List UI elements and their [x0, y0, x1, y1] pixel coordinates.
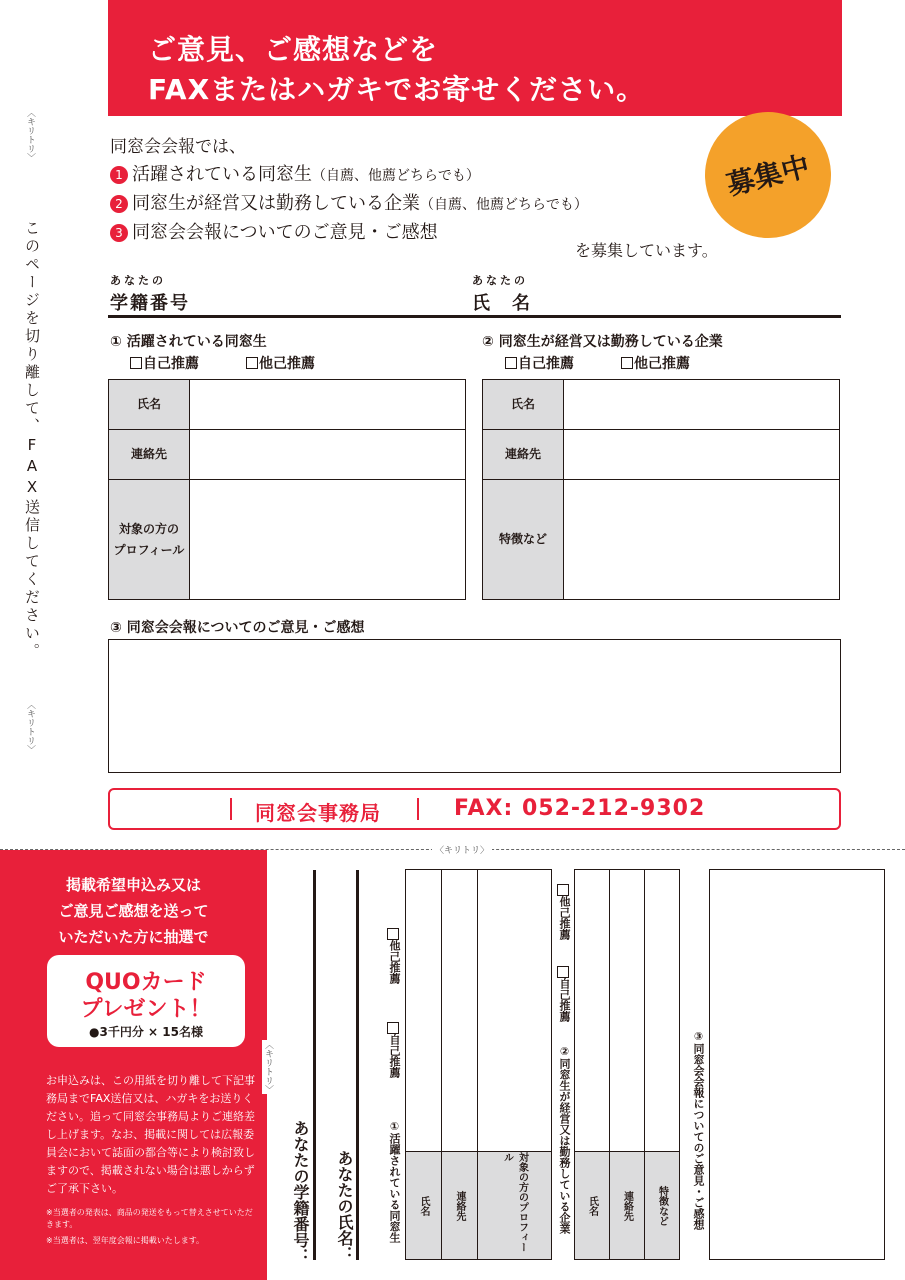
row-label: 連絡先	[109, 430, 190, 479]
checkbox-icon	[621, 357, 633, 369]
checkbox-label: 他己推薦	[634, 356, 690, 372]
intro-item-text: 活躍されている同窓生	[132, 164, 312, 185]
checkbox-icon	[130, 357, 142, 369]
promo-headline: 掲載希望申込み又は ご意見ご感想を送って いただいた方に抽選で	[58, 876, 209, 946]
postcard-name-label: あなたの氏名：	[335, 1150, 354, 1262]
col-label: 連絡先	[442, 1151, 477, 1259]
fax-number: FAX: 052-212-9302	[454, 796, 706, 821]
col-label: 対象の方のプロフィール	[478, 1151, 551, 1259]
checkbox-label: 自己推薦	[518, 356, 574, 372]
student-id-label: 学籍番号	[110, 293, 190, 314]
checkbox-icon	[387, 928, 399, 940]
table-row[interactable]	[109, 480, 465, 599]
section1-title: ① 活躍されている同窓生	[110, 334, 267, 350]
intro-item-text: 同窓会会報についてのご意見・ご感想	[132, 222, 438, 243]
table-row[interactable]	[483, 380, 839, 430]
promo-body: お申込みは、この用紙を切り離して下記事務局までFAX送信又は、ハガキをお送りください。追って同窓会事務局よりご連絡差し上げます。なお、掲載に関しては広報委員会において誌面の都合等により検討致しますので、掲載されない場合は悪しからずご了承下さい。	[46, 1074, 255, 1195]
recruiting-badge	[692, 99, 845, 252]
postcard-s2-other[interactable]	[556, 884, 572, 940]
intro-item-note: （自薦、他薦どちらでも）	[420, 197, 588, 213]
section3-title: ③ 同窓会会報についてのご意見・ご感想	[110, 620, 365, 636]
intro-item-3	[110, 218, 438, 244]
col-label: 特徴など	[645, 1151, 679, 1259]
section1-self-checkbox[interactable]	[130, 353, 199, 373]
checkbox-label: 自己推薦	[143, 356, 199, 372]
number-badge: 3	[110, 224, 128, 242]
section2-table	[482, 379, 840, 600]
name-ruby: あなたの	[472, 274, 528, 287]
banner-line-2: FAXまたはハガキでお寄せください。	[148, 73, 646, 106]
postcard-s3-head: ③同窓会会報についてのご意見・ご感想	[692, 1030, 705, 1230]
table-col[interactable]	[645, 870, 679, 1259]
checkbox-icon	[246, 357, 258, 369]
cut-mark-vertical: 〈キリトリ〉	[263, 1040, 273, 1094]
postcard-comment-box[interactable]	[709, 869, 885, 1260]
comment-textarea[interactable]	[108, 639, 841, 773]
checkbox-label: 自己推薦	[388, 1034, 401, 1078]
row-label: 特徴など	[483, 480, 564, 599]
recruit-text: を募集しています。	[575, 241, 718, 260]
id-ruby: あなたの	[110, 274, 166, 287]
table-row[interactable]	[483, 480, 839, 599]
table-row[interactable]	[109, 380, 465, 430]
checkbox-icon	[557, 884, 569, 896]
name-label: 氏 名	[472, 293, 532, 314]
section2-title: ② 同窓生が経営又は勤務している企業	[482, 334, 723, 350]
quo-detail: ●3千円分 × 15名様	[89, 1025, 203, 1039]
id-line	[313, 870, 316, 1260]
col-label: 連絡先	[610, 1151, 644, 1259]
table-col[interactable]	[442, 870, 478, 1259]
office-fax-box	[108, 788, 841, 830]
section2-self-checkbox[interactable]	[505, 353, 574, 373]
divider	[108, 315, 841, 318]
table-col[interactable]	[610, 870, 645, 1259]
postcard-s2-head: ②同窓生が経営又は勤務している企業	[558, 1045, 571, 1234]
row-label: 氏名	[483, 380, 564, 429]
number-badge: 2	[110, 195, 128, 213]
cut-instruction: このページを切り離して、FAX送信してください。	[23, 220, 41, 661]
table-col[interactable]	[575, 870, 610, 1259]
intro-item-2	[110, 189, 588, 215]
col-label: 氏名	[406, 1151, 441, 1259]
postcard-s1-table	[405, 869, 552, 1260]
section1-other-checkbox[interactable]	[246, 353, 315, 373]
intro-item-note: （自薦、他薦どちらでも）	[312, 168, 480, 184]
row-label: 連絡先	[483, 430, 564, 479]
office-name: 同窓会事務局	[255, 801, 381, 825]
cut-mark-horizontal: 〈キリトリ〉	[432, 843, 492, 856]
table-col[interactable]	[406, 870, 442, 1259]
postcard-s1-other[interactable]	[386, 928, 402, 984]
table-row[interactable]	[483, 430, 839, 480]
postcard-s2-self[interactable]	[556, 966, 572, 1022]
section1-table	[108, 379, 466, 600]
number-badge: 1	[110, 166, 128, 184]
promo-note-1: ※当選者の発表は、商品の発送をもって替えさせていただきます。	[46, 1208, 253, 1229]
col-label: 氏名	[575, 1151, 609, 1259]
header-banner	[108, 0, 842, 116]
checkbox-label: 他己推薦	[388, 940, 401, 984]
table-row[interactable]	[109, 430, 465, 480]
checkbox-icon	[387, 1022, 399, 1034]
quo-card-box	[47, 955, 245, 1047]
banner-line-1: ご意見、ご感想などを	[148, 33, 439, 66]
postcard-s2-table	[574, 869, 680, 1260]
divider	[417, 798, 419, 820]
postcard-id-label: あなたの学籍番号：	[291, 1120, 310, 1264]
promo-panel	[0, 850, 267, 1280]
quo-present: プレゼント！	[80, 997, 212, 1022]
checkbox-icon	[557, 966, 569, 978]
quo-title: QUOカード	[85, 970, 207, 995]
name-line	[356, 870, 359, 1260]
postcard-s1-head: ①活躍されている同窓生	[388, 1120, 401, 1243]
divider	[230, 798, 232, 820]
row-label: 氏名	[109, 380, 190, 429]
checkbox-label: 自己推薦	[558, 978, 571, 1022]
table-col[interactable]	[478, 870, 551, 1259]
intro-item-text: 同窓生が経営又は勤務している企業	[132, 193, 420, 214]
intro-lead: 同窓会会報では、	[110, 137, 246, 157]
promo-note-2: ※当選者は、翌年度会報に掲載いたします。	[46, 1236, 205, 1245]
intro-item-1	[110, 160, 480, 186]
postcard-s1-self[interactable]	[386, 1022, 402, 1078]
row-label: 対象の方の プロフィール	[109, 480, 190, 599]
cut-mark-bottom: 〈キリトリ〉	[25, 700, 35, 754]
checkbox-label: 他己推薦	[259, 356, 315, 372]
checkbox-label: 他己推薦	[558, 896, 571, 940]
cut-mark-top: 〈キリトリ〉	[25, 108, 35, 162]
section2-other-checkbox[interactable]	[621, 353, 690, 373]
checkbox-icon	[505, 357, 517, 369]
badge-label: 募集中	[723, 149, 813, 202]
